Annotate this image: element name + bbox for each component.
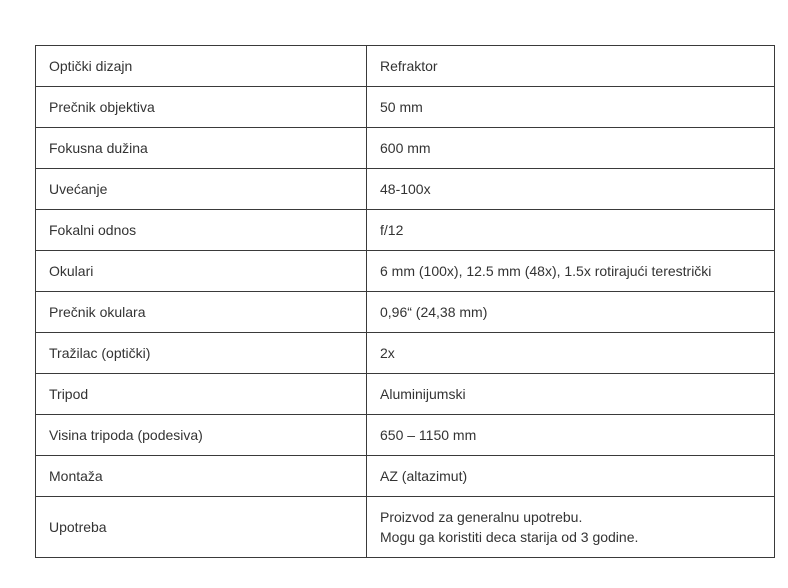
spec-value: Aluminijumski (367, 374, 775, 415)
table-row (36, 292, 775, 333)
spec-label: Tripod (36, 374, 367, 415)
spec-value: 650 – 1150 mm (367, 415, 775, 456)
table-row (36, 128, 775, 169)
spec-value: 600 mm (367, 128, 775, 169)
spec-value: 50 mm (367, 87, 775, 128)
spec-value-line: Proizvod za generalnu upotrebu. (380, 509, 583, 525)
spec-label: Optički dizajn (36, 46, 367, 87)
table-row (36, 415, 775, 456)
spec-value: 2x (367, 333, 775, 374)
table-row (36, 251, 775, 292)
spec-value-line: Mogu ga koristiti deca starija od 3 godine. (380, 529, 639, 545)
table-row (36, 374, 775, 415)
spec-label: Fokusna dužina (36, 128, 367, 169)
spec-label: Tražilac (optički) (36, 333, 367, 374)
table-row (36, 87, 775, 128)
specifications-table (35, 45, 775, 558)
spec-value: 0,96“ (24,38 mm) (367, 292, 775, 333)
table-row (36, 456, 775, 497)
spec-label: Prečnik objektiva (36, 87, 367, 128)
spec-label: Upotreba (36, 497, 367, 558)
spec-label: Okulari (36, 251, 367, 292)
spec-label: Fokalni odnos (36, 210, 367, 251)
table-row (36, 210, 775, 251)
table-row (36, 169, 775, 210)
spec-value: AZ (altazimut) (367, 456, 775, 497)
table-row (36, 497, 775, 558)
spec-value: f/12 (367, 210, 775, 251)
table-row (36, 46, 775, 87)
spec-value (367, 497, 775, 558)
spec-value: 6 mm (100x), 12.5 mm (48x), 1.5x rotirajući terestrički (367, 251, 775, 292)
spec-label: Visina tripoda (podesiva) (36, 415, 367, 456)
table-row (36, 333, 775, 374)
spec-value: 48-100x (367, 169, 775, 210)
spec-value: Refraktor (367, 46, 775, 87)
spec-label: Montaža (36, 456, 367, 497)
spec-label: Uvećanje (36, 169, 367, 210)
spec-label: Prečnik okulara (36, 292, 367, 333)
